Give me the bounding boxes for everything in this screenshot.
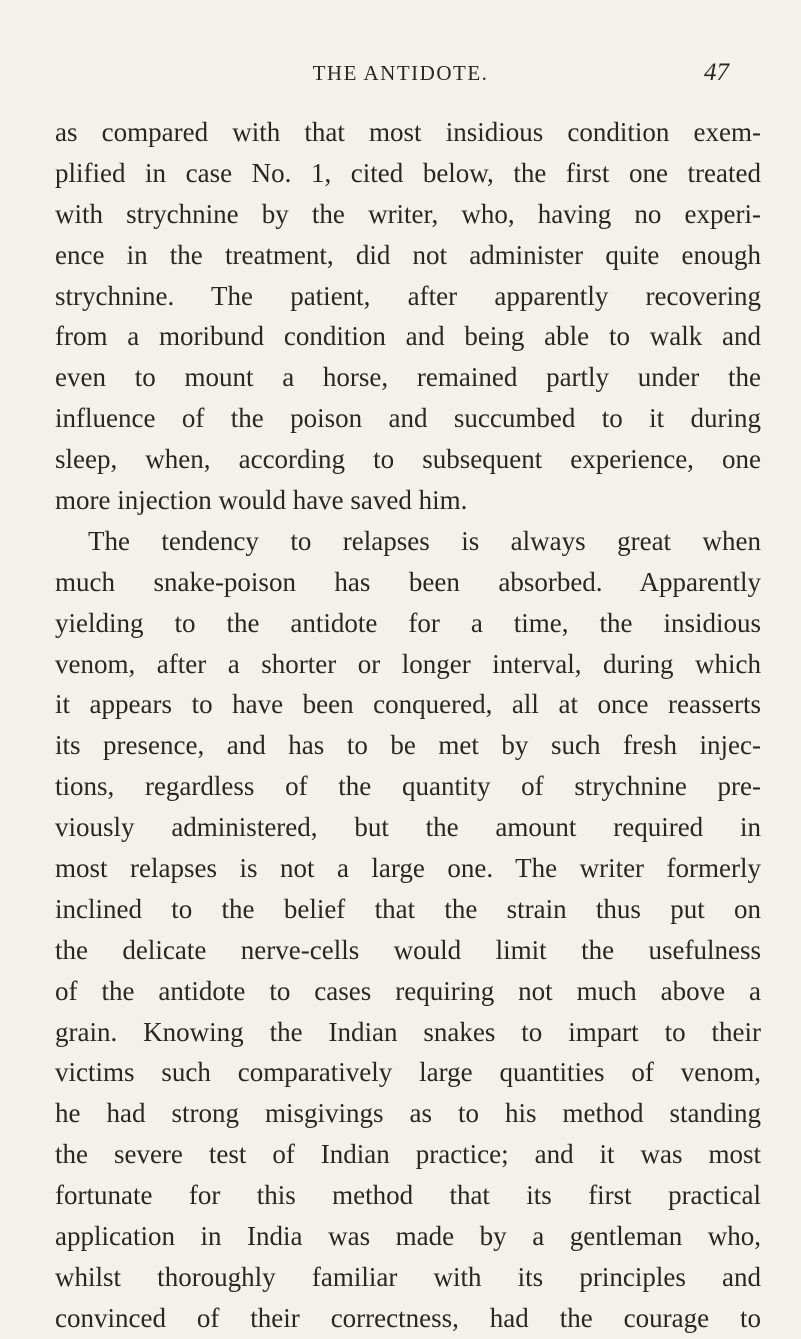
text-line: influence of the poison and succumbed to it during <box>55 403 761 434</box>
text-line: inclined to the belief that the strain thus put on <box>55 893 761 924</box>
body-text <box>55 112 761 1339</box>
text-line: application in India was made by a gentleman who, <box>55 1221 761 1252</box>
text-line: venom, after a shorter or longer interval, during which <box>55 648 761 679</box>
text-line: it appears to have been conquered, all at once reasserts <box>55 689 761 720</box>
text-line: its presence, and has to be met by such fresh injec- <box>55 730 761 761</box>
text-line: with strychnine by the writer, who, having no experi- <box>55 198 761 229</box>
text-line: he had strong misgivings as to his method standing <box>55 1098 761 1129</box>
text-line: yielding to the antidote for a time, the insidious <box>55 607 761 638</box>
text-line: victims such comparatively large quantities of venom, <box>55 1057 761 1088</box>
text-line: The tendency to relapses is always great when <box>88 525 761 556</box>
text-line: strychnine. The patient, after apparently recovering <box>55 280 761 311</box>
text-line: viously administered, but the amount required in <box>55 812 761 843</box>
running-title: THE ANTIDOTE. <box>312 61 489 85</box>
text-line: much snake-poison has been absorbed. Apparently <box>55 566 761 597</box>
text-line: the delicate nerve-cells would limit the usefulness <box>55 934 761 965</box>
text-line: grain. Knowing the Indian snakes to impart to their <box>55 1016 761 1047</box>
text-line: whilst thoroughly familiar with its principles and <box>55 1261 761 1292</box>
text-line: from a moribund condition and being able to walk and <box>55 321 761 352</box>
text-line: as compared with that most insidious condition exem- <box>55 117 761 147</box>
text-line: ence in the treatment, did not administer quite enough <box>55 239 761 270</box>
text-line: the severe test of Indian practice; and it was most <box>55 1139 761 1170</box>
text-line: convinced of their correctness, had the courage to <box>55 1302 761 1333</box>
text-line: even to mount a horse, remained partly under the <box>55 362 761 393</box>
page-number: 47 <box>704 59 729 86</box>
text-line: plified in case No. 1, cited below, the first one treated <box>55 157 761 188</box>
text-line: more injection would have saved him. <box>55 485 468 516</box>
text-line: fortunate for this method that its first practical <box>55 1180 761 1211</box>
text-line: tions, regardless of the quantity of strychnine pre- <box>55 771 761 802</box>
text-line: of the antidote to cases requiring not much above a <box>55 975 761 1006</box>
text-line: most relapses is not a large one. The writer formerly <box>55 853 761 884</box>
text-line: sleep, when, according to subsequent experience, one <box>55 444 761 475</box>
running-head <box>0 58 801 88</box>
